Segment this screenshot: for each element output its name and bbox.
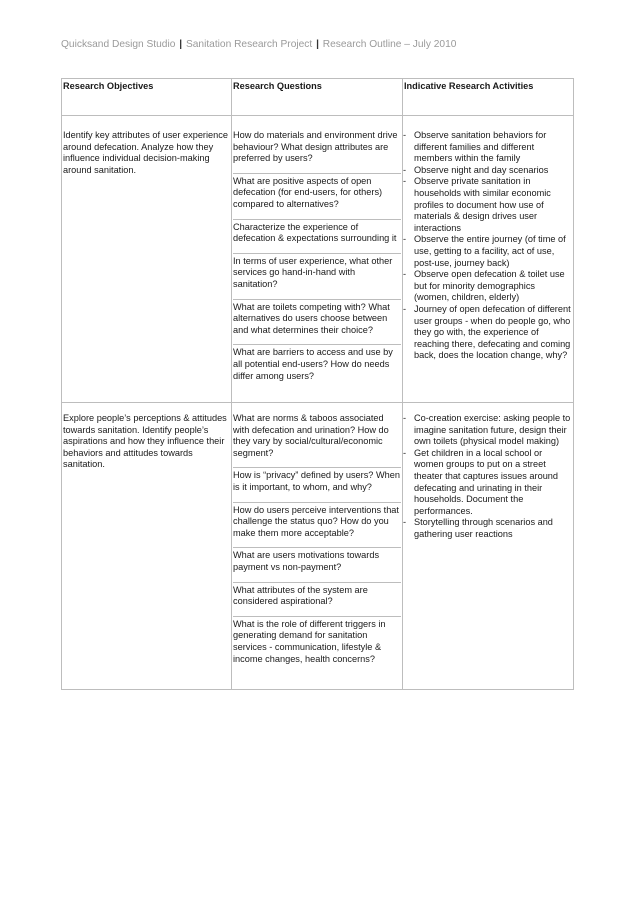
activity-item: - Observe sanitation behaviors for different families and different members within the family [404, 130, 572, 165]
questions-cell [232, 116, 403, 403]
header-separator: | [316, 39, 319, 50]
activity-item: - Observe private sanitation in households with similar economic profiles to document how use of materials & design drives user interactions [404, 176, 572, 234]
header-project: Sanitation Research Project [185, 39, 313, 50]
question-item: What is the role of different triggers in generating demand for sanitation services - communication, lifestyle & income changes, health concerns? [233, 618, 386, 664]
column-header-questions: Research Questions [232, 79, 403, 116]
question-item: How do materials and environment drive behaviour? What design attributes are preferred by users? [233, 130, 401, 174]
table-header-row [62, 79, 574, 116]
activity-item: - Journey of open defecation of different user groups - when do people go, who they go with, the experience of reaching there, defecating and coming back, does the location change, why? [404, 304, 572, 362]
activity-item: - Observe the entire journey (of time of use, getting to a facility, act of use, post-use, journey back) [404, 234, 572, 269]
activities-cell [403, 403, 574, 690]
header-doc: Research Outline – July 2010 [322, 39, 457, 50]
objective-cell: Identify key attributes of user experience around defecation. Analyze how they influence individual decision-making around sanitation. [62, 116, 232, 403]
question-item: How is “privacy” defined by users? When is it important, to whom, and why? [233, 470, 401, 502]
question-item: What attributes of the system are considered aspirational? [233, 585, 401, 617]
activity-item: - Co-creation exercise: asking people to imagine sanitation future, design their own toilets (physical model making) [404, 413, 572, 448]
header-separator: | [179, 39, 183, 50]
question-item: What are users motivations towards payment vs non-payment? [233, 550, 401, 582]
header-studio: Quicksand Design Studio [61, 39, 176, 50]
activity-item: - Storytelling through scenarios and gathering user reactions [404, 517, 572, 540]
activity-item: - Observe night and day scenarios [404, 165, 572, 177]
activity-item: - Get children in a local school or women groups to put on a street theater that captures issues around defecating and urinating in their households. Document the performances. [404, 448, 572, 518]
objective-cell: Explore people’s perceptions & attitudes towards sanitation. Identify people’s aspirations and how they influence their behaviors and attitudes towards sanitation. [62, 403, 232, 690]
research-outline-table [61, 78, 574, 690]
column-header-activities: Indicative Research Activities [403, 79, 574, 116]
question-item: What are toilets competing with? What alternatives do users choose between and what determines their choice? [233, 302, 401, 346]
question-item: Characterize the experience of defecation & expectations surrounding it [233, 222, 401, 254]
questions-cell [232, 403, 403, 690]
activities-cell [403, 116, 574, 403]
table-row [62, 116, 574, 403]
question-item: What are positive aspects of open defecation (for end-users, for others) compared to alternatives? [233, 176, 401, 220]
table-row [62, 403, 574, 690]
document-header [61, 39, 456, 50]
activity-item: - Observe open defecation & toilet use but for minority demographics (women, children, elderly) [404, 269, 572, 304]
column-header-objectives: Research Objectives [62, 79, 232, 116]
question-item: What are barriers to access and use by all potential end-users? How do needs differ among users? [233, 347, 393, 381]
question-item: What are norms & taboos associated with defecation and urination? How do they vary by social/cultural/economic segment? [233, 413, 401, 468]
question-item: How do users perceive interventions that challenge the status quo? How do you make them more acceptable? [233, 505, 401, 549]
question-item: In terms of user experience, what other services go hand-in-hand with sanitation? [233, 256, 401, 300]
